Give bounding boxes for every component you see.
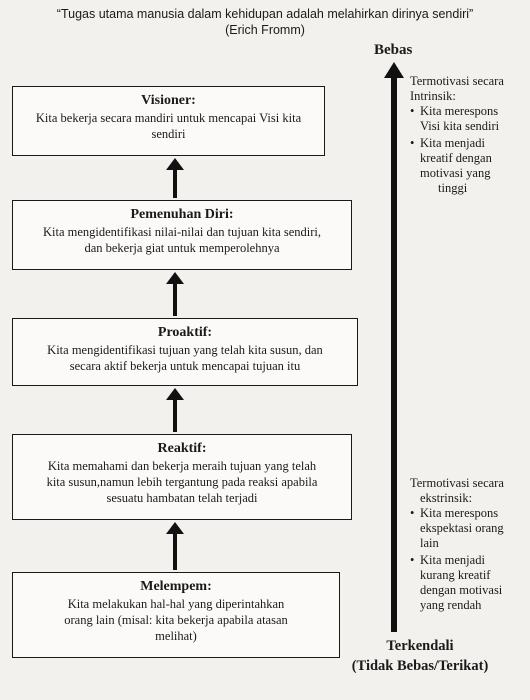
level-desc-line: orang lain (misal: kita bekerja apabila atasan (64, 613, 288, 627)
quote-author: (Erich Fromm) (225, 23, 305, 37)
bullet-line: • Kita merespons (420, 104, 499, 118)
up-arrow (166, 522, 184, 570)
level-desc-line: secara aktif bekerja untuk mencapai tujuan itu (69, 359, 301, 373)
up-arrow (166, 158, 184, 198)
scale-top-label: Bebas (374, 42, 413, 58)
level-title: Proaktif: (157, 325, 213, 340)
level-desc-line: Kita mengidentifikasi tujuan yang telah kita susun, dan (47, 343, 323, 357)
level-title: Reaktif: (157, 441, 207, 456)
extrinsic-heading-1: Termotivasi secara (410, 476, 504, 490)
bullet-line: lain (420, 536, 439, 550)
list-item (410, 553, 504, 613)
level-box-visioner (12, 86, 325, 156)
intrinsic-heading-1: Termotivasi secara (410, 74, 504, 88)
level-desc-line: Kita mengidentifikasi nilai-nilai dan tujuan kita sendiri, (42, 225, 322, 239)
bullet-line: • Kita menjadi (420, 136, 485, 150)
scale-bottom-label-1: Terkendali (386, 638, 454, 654)
up-arrow (166, 388, 184, 432)
arrow-shaft (173, 398, 177, 432)
bullet-line: motivasi yang (420, 166, 491, 180)
scale-bottom-label (320, 636, 520, 676)
level-desc-line: Kita bekerja secara mandiri untuk mencapai Visi kita (35, 111, 302, 125)
bullet-line: yang rendah (420, 598, 482, 612)
level-box-proaktif (12, 318, 358, 386)
level-title: Visioner: (141, 93, 196, 108)
bullet-line: dengan motivasi (420, 583, 503, 597)
freedom-scale-arrow (384, 62, 404, 632)
bullet-line: • Kita merespons (420, 506, 499, 520)
level-box-melempem (12, 572, 340, 658)
list-item (410, 104, 504, 134)
level-desc-line: dan bekerja giat untuk memperolehnya (84, 241, 280, 255)
level-box-reaktif (12, 434, 352, 520)
quote-block (0, 6, 530, 38)
extrinsic-notes (410, 476, 504, 613)
list-item (410, 136, 504, 196)
level-desc-line: sendiri (151, 127, 186, 141)
level-box-pemenuhan-diri (12, 200, 352, 270)
bullet-line: Visi kita sendiri (420, 119, 500, 133)
level-title: Pemenuhan Diri: (130, 207, 234, 222)
up-arrow (166, 272, 184, 316)
extrinsic-bullets (410, 506, 504, 613)
bullet-line: • Kita menjadi (420, 553, 485, 567)
arrow-shaft (173, 168, 177, 198)
level-desc-line: kita susun,namun lebih tergantung pada reaksi apabila (46, 475, 318, 489)
extrinsic-heading-2: ekstrinsik: (420, 491, 473, 505)
arrow-shaft (173, 282, 177, 316)
scale-bottom-label-2: (Tidak Bebas/Terikat) (351, 658, 489, 674)
list-item (410, 506, 504, 551)
level-desc-line: Kita melakukan hal-hal yang diperintahkan (67, 597, 285, 611)
level-title: Melempem: (140, 579, 212, 594)
level-desc-line: Kita memahami dan bekerja meraih tujuan yang telah (47, 459, 317, 473)
intrinsic-bullets (410, 104, 504, 196)
arrow-shaft (391, 76, 397, 632)
bullet-line: kurang kreatif (420, 568, 491, 582)
intrinsic-notes (410, 74, 504, 196)
intrinsic-heading-2: Intrinsik: (410, 89, 456, 103)
bullet-line: ekspektasi orang (420, 521, 504, 535)
bullet-line: tinggi (438, 181, 468, 195)
level-desc-line: sesuatu hambatan telah terjadi (106, 491, 258, 505)
arrow-shaft (173, 532, 177, 570)
bullet-line: kreatif dengan (420, 151, 492, 165)
quote-text: “Tugas utama manusia dalam kehidupan adalah melahirkan dirinya sendiri” (56, 7, 474, 21)
level-desc-line: melihat) (155, 629, 197, 643)
